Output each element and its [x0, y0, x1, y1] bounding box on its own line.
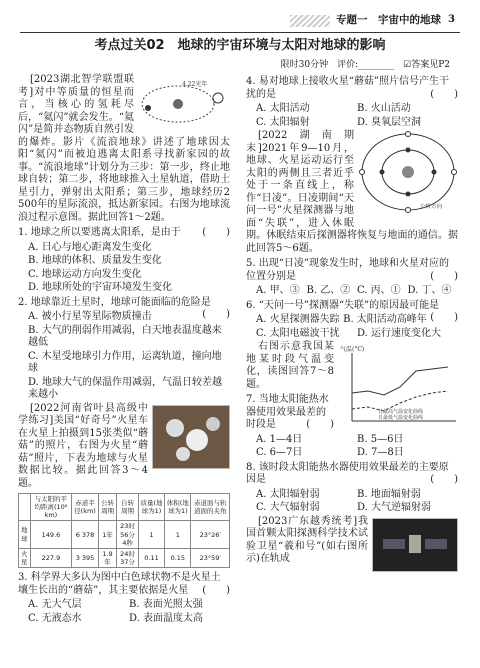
q2-option-d: D. 地球大气的保温作用减弱，气温日较差越来越小	[28, 376, 223, 400]
question-1: 1. 地球之所以要逃离太阳系，是由于 ( )	[18, 227, 230, 238]
svg-text:日最高气温变化曲线: 日最高气温变化曲线	[378, 409, 424, 415]
earth-mars-table: 与太阳的平均距离(10⁶ km) 赤道半径(km) 公转周期 自转周期 质量(地球为1) 体积(地球为1) 赤道面与轨道面的夹角 地球 149.6 6 378 1年 23时56分4秒 1 1 23°26′ 火星 227.9 3 395 1.9年 24时37分 0.11 0.15 23°59′	[18, 493, 230, 568]
orbit-diagram	[358, 130, 458, 216]
svg-text:公转方向: 公转方向	[420, 204, 443, 210]
left-column	[18, 74, 230, 626]
page-number: 3	[448, 14, 455, 25]
table-row: 火星 227.9 3 395 1.9年 24时37分 0.11 0.15 23°59′	[19, 548, 230, 567]
table-row: 地球 149.6 6 378 1年 23时56分4秒 1 1 23°26′	[19, 521, 230, 548]
page-title: 考点过关02 地球的宇宙环境与太阳对地球的影响	[94, 38, 386, 53]
header-rule	[20, 32, 460, 33]
q4-options-row1: A. 太阳活动 B. 火山活动	[256, 103, 411, 114]
intro-passage-2: [2022河南省叶县高级中学练习]美国“好奇号”火星车在火星上拍摄到15张类似“蘑菇”的照片，右图为火星“蘑菇”照片，下表为地球与火星数据比较。据此回答3～4题。	[18, 402, 148, 489]
q2-option-a: A. 被小行星等星际物质撞击	[28, 311, 152, 322]
q1-option-b: B. 地球的体积、质量发生变化	[28, 255, 162, 266]
q5-options: A. 甲、③ B. 乙、② C. 丙、① D. 丁、④	[256, 285, 452, 296]
question-5: 5. 出现“日凌”现象发生时，地球和火星对应的位置分别是 ( )	[246, 258, 458, 282]
intro-passage-3: [2022湖南期末]2021年9—10月，地球、火星运动运行至太阳的两侧且三者近乎处于一条直线上，称作“日凌”。日凌期间“天问一号”火星探测器与地面“失联”，进入休眠期。休眠结束后探测器将恢复与地面的通信。据此回答5～6题。	[246, 130, 458, 254]
svg-text:日最低气温变化曲线: 日最低气温变化曲线	[378, 415, 424, 421]
q3-options-row2: C. 无液态水 D. 表面温度太高	[28, 612, 204, 624]
intro-passage-5: [2023广东越秀统考]我国首颗太阳探测科学技术试验卫星“羲和号”(如右图所示)在轨成	[246, 515, 368, 564]
mars-mushroom-photo	[152, 405, 230, 469]
question-7: 7. 当地太阳能热水器使用效果最差的时段是 ( )	[246, 394, 334, 430]
intro-passage-1: [2023湖北智学联盟联考]对中等质量的恒星而言，当核心的氢耗尽后，“氦闪”就会发生。“氦闪”是简并态物质自然引发的爆炸。影片《流浪地球》讲述了地球因太阳“氦闪”而被迫逃离太阳系寻找新家园的故事。“流浪地球”计划分为三步：第一步，终止地球自转；第二步，将地球推入土星轨道，借助土星引力，弹射出太阳系；第三步，地球经历2 500年的星际流浪，抵达新家园。右图为地球流浪过程示意图。据此回答1～2题。	[18, 74, 230, 223]
svg-text:4.22光年: 4.22光年	[182, 81, 208, 88]
right-column	[246, 74, 458, 572]
q2-option-c: C. 木星受地球引力作用，运离轨道，撞向地球	[28, 350, 222, 374]
satellite-photo	[372, 518, 458, 572]
header-stripes	[290, 15, 330, 27]
time-limit: 限时30分钟 评价:________ ☑答案见P2	[280, 60, 450, 70]
q1-option-c: C. 地球运动方向发生变化	[28, 268, 142, 280]
q6-options-row1: A. 火星探测器失踪 B. 太阳活动高峰年	[256, 314, 427, 325]
q1-option-a: A. 日心与地心距离发生变化	[28, 241, 152, 253]
question-2: 2. 地球靠近土星时，地球可能面临的危险是 ( )	[18, 296, 230, 320]
q7-options-row2: C. 6—7日 D. 7—8日	[256, 447, 404, 458]
q2-option-b: B. 大气的削弱作用减弱，白天地表温度越来越低	[28, 324, 222, 348]
q8-options-row2: C. 大气辐射弱 D. 大气逆辐射弱	[256, 502, 432, 513]
question-4: 4. 易对地球上接收火星“蘑菇”照片信号产生干扰的是 ( )	[246, 76, 458, 100]
q6-options-row2: C. 太阳电磁波干扰 D. 运行速度变化大	[256, 327, 442, 339]
q7-options-row1: A. 1—4日 B. 5—6日	[256, 433, 404, 445]
q1-option-d: D. 地球所处的宇宙环境发生变化	[28, 282, 173, 293]
q4-options-row2: C. 太阳辐射 D. 臭氧层空洞	[256, 116, 422, 128]
temperature-chart	[338, 343, 458, 429]
intro-passage-4: 右图示意我国某地某时段气温变化，读图回答7～8题。	[246, 341, 334, 390]
question-6: 6. “天问一号”探测器“失联”的原因最可能是 ( )	[246, 299, 458, 323]
wandering-earth-figure	[138, 74, 230, 132]
q8-options-row1: A. 太阳辐射弱 B. 地面辐射弱	[256, 488, 421, 500]
svg-text:气温(°C): 气温(°C)	[340, 346, 365, 353]
q3-options-row1: A. 无大气层 B. 表面光照太强	[28, 599, 203, 610]
page-header	[0, 10, 480, 32]
question-8: 8. 该时段太阳能热水器使用效果最差的主要原因是 ( )	[246, 461, 458, 485]
section-title: 专题一 宇宙中的地球	[336, 14, 441, 26]
question-3: 3. 科学界大多认为图中白色球状物不是火星土壤生长出的“蘑菇”，其主要依据是火星 ( )	[18, 572, 230, 596]
